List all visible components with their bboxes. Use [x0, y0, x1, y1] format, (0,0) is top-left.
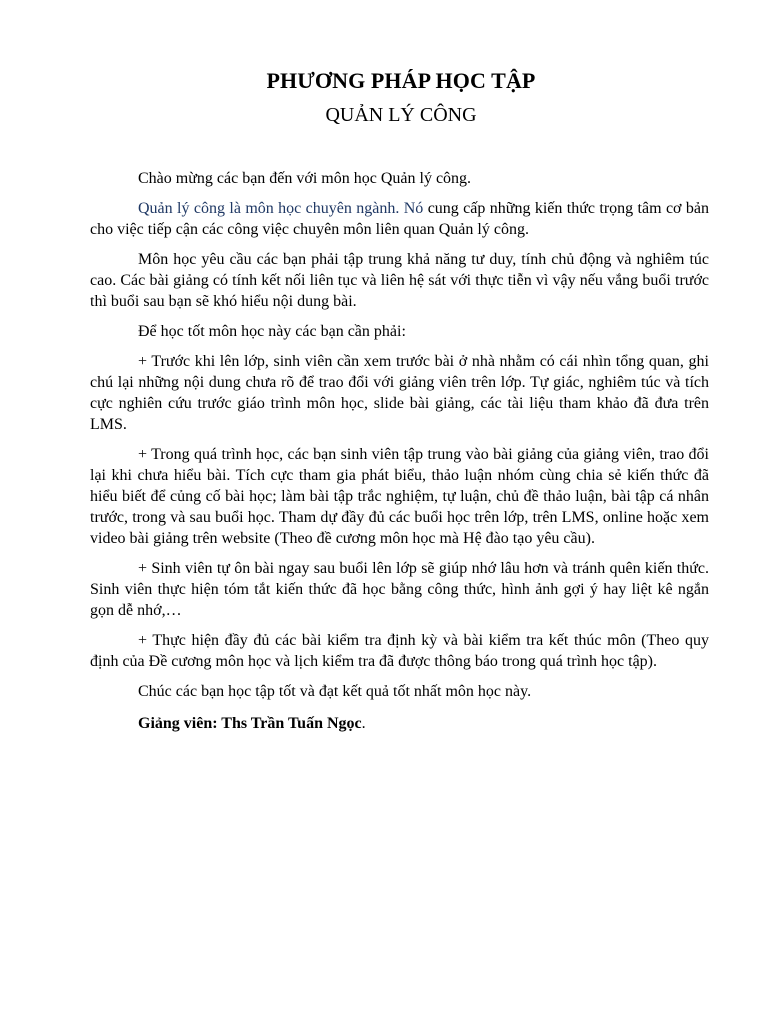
paragraph-welcome: Chào mừng các bạn đến với môn học Quản lý công. — [138, 170, 472, 187]
signature-name: Giảng viên: Ths Trần Tuấn Ngọc — [138, 715, 362, 732]
signature-suffix: . — [361, 715, 366, 732]
signature-line — [90, 713, 709, 734]
paragraph-during-class: + Trong quá trình học, các bạn sinh viên tập trung vào bài giảng của giảng viên, trao đổi lại khi chưa hiểu bài. Tích cực tham gia phát biểu, thảo luận nhóm cùng chia sẻ kiến thức đã hiểu biết để củng cố bài học; làm bài tập trắc nghiệm, tự luận, chủ đề thảo luận, bài tập cá nhân trước, trong và sau buổi học. Tham dự đầy đủ các buổi học trên lớp, trên LMS, online hoặc xem video bài giảng trên website (Theo đề cương môn học mà Hệ đào tạo yêu cầu). — [90, 446, 709, 547]
paragraph-after-class: + Sinh viên tự ôn bài ngay sau buổi lên lớp sẽ giúp nhớ lâu hơn và tránh quên kiến thức. Sinh viên thực hiện tóm tắt kiến thức đã học bằng công thức, hình ảnh gợi ý hay liệt kê ngắn gọn dễ nhớ,… — [90, 560, 709, 619]
paragraph-intro — [90, 198, 709, 240]
paragraph-closing: Chúc các bạn học tập tốt và đạt kết quả tốt nhất môn học này. — [138, 683, 532, 700]
document-body — [90, 168, 709, 743]
document-title: PHƯƠNG PHÁP HỌC TẬP — [266, 68, 536, 93]
intro-rest-text: cung cấp những kiến thức trọng tâm cơ bản cho việc tiếp cận các công việc chuyên môn liên quan Quản lý công. — [90, 200, 710, 238]
paragraph-requirements: Môn học yêu cầu các bạn phải tập trung khả năng tư duy, tính chủ động và nghiêm túc cao. Các bài giảng có tính kết nối liên tục và liên hệ sát với thực tiễn vì vậy nếu vắng buổi trước thì buổi sau bạn sẽ khó hiểu nội dung bài. — [90, 251, 709, 310]
intro-highlight-text: Quản lý công là môn học chuyên ngành. Nó — [138, 200, 424, 217]
paragraph-tests: + Thực hiện đầy đủ các bài kiểm tra định kỳ và bài kiểm tra kết thúc môn (Theo quy định của Đề cương môn học và lịch kiểm tra đã được thông báo trong quá trình học tập). — [90, 632, 709, 670]
document-subtitle: QUẢN LÝ CÔNG — [325, 104, 477, 126]
paragraph-before-class: + Trước khi lên lớp, sinh viên cần xem trước bài ở nhà nhằm có cái nhìn tổng quan, ghi chú lại những nội dung chưa rõ để trao đổi với giảng viên trên lớp. Tự giác, nghiêm túc và tích cực nghiên cứu trước giáo trình môn học, slide bài giảng, các tài liệu tham khảo đã đưa trên LMS. — [90, 353, 709, 433]
paragraph-need: Để học tốt môn học này các bạn cần phải: — [138, 323, 406, 340]
